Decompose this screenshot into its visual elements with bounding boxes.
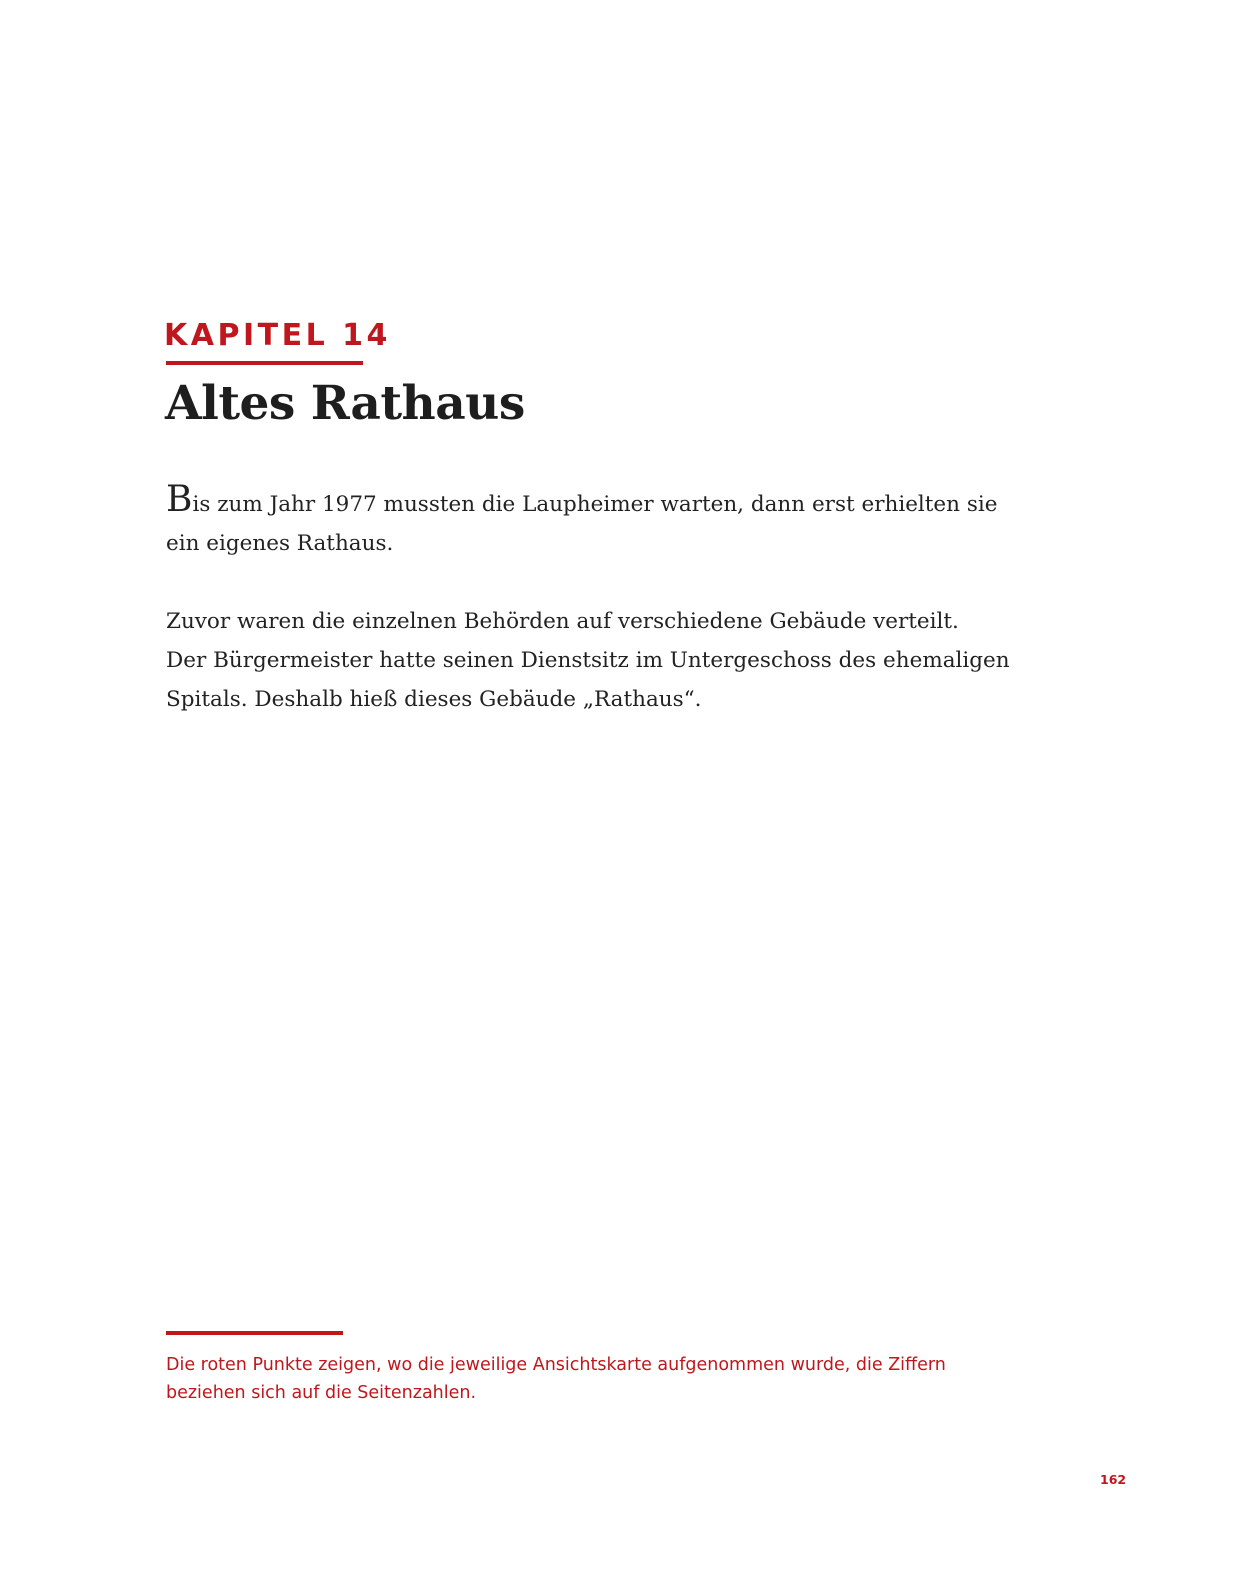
footnote-line: Die roten Punkte zeigen, wo die jeweilige Ansichtskarte aufgenommen wurde, die Ziffern — [166, 1355, 946, 1375]
paragraph-intro — [166, 479, 998, 563]
paragraph-line: Zuvor waren die einzelnen Behörden auf verschiedene Gebäude verteilt. — [166, 609, 959, 634]
paragraph-line — [166, 479, 998, 524]
paragraph-line: Spitals. Deshalb hieß dieses Gebäude „Rathaus“. — [166, 687, 702, 712]
footnote-line: beziehen sich auf die Seitenzahlen. — [166, 1383, 477, 1403]
footnote-rule — [166, 1331, 343, 1335]
line-text: is zum Jahr 1977 mussten die Laupheimer warten, dann erst erhielten sie — [192, 492, 998, 517]
page-number: 162 — [1100, 1472, 1127, 1487]
drop-cap: B — [166, 479, 193, 520]
footnote — [166, 1351, 946, 1407]
chapter-underline — [166, 361, 363, 365]
page-title: Altes Rathaus — [165, 376, 525, 431]
paragraph-history — [166, 602, 1010, 719]
paragraph-line: ein eigenes Rathaus. — [166, 531, 394, 556]
chapter-label: KAPITEL 14 — [164, 318, 391, 353]
paragraph-line: Der Bürgermeister hatte seinen Dienstsitz im Untergeschoss des ehemaligen — [166, 648, 1010, 673]
